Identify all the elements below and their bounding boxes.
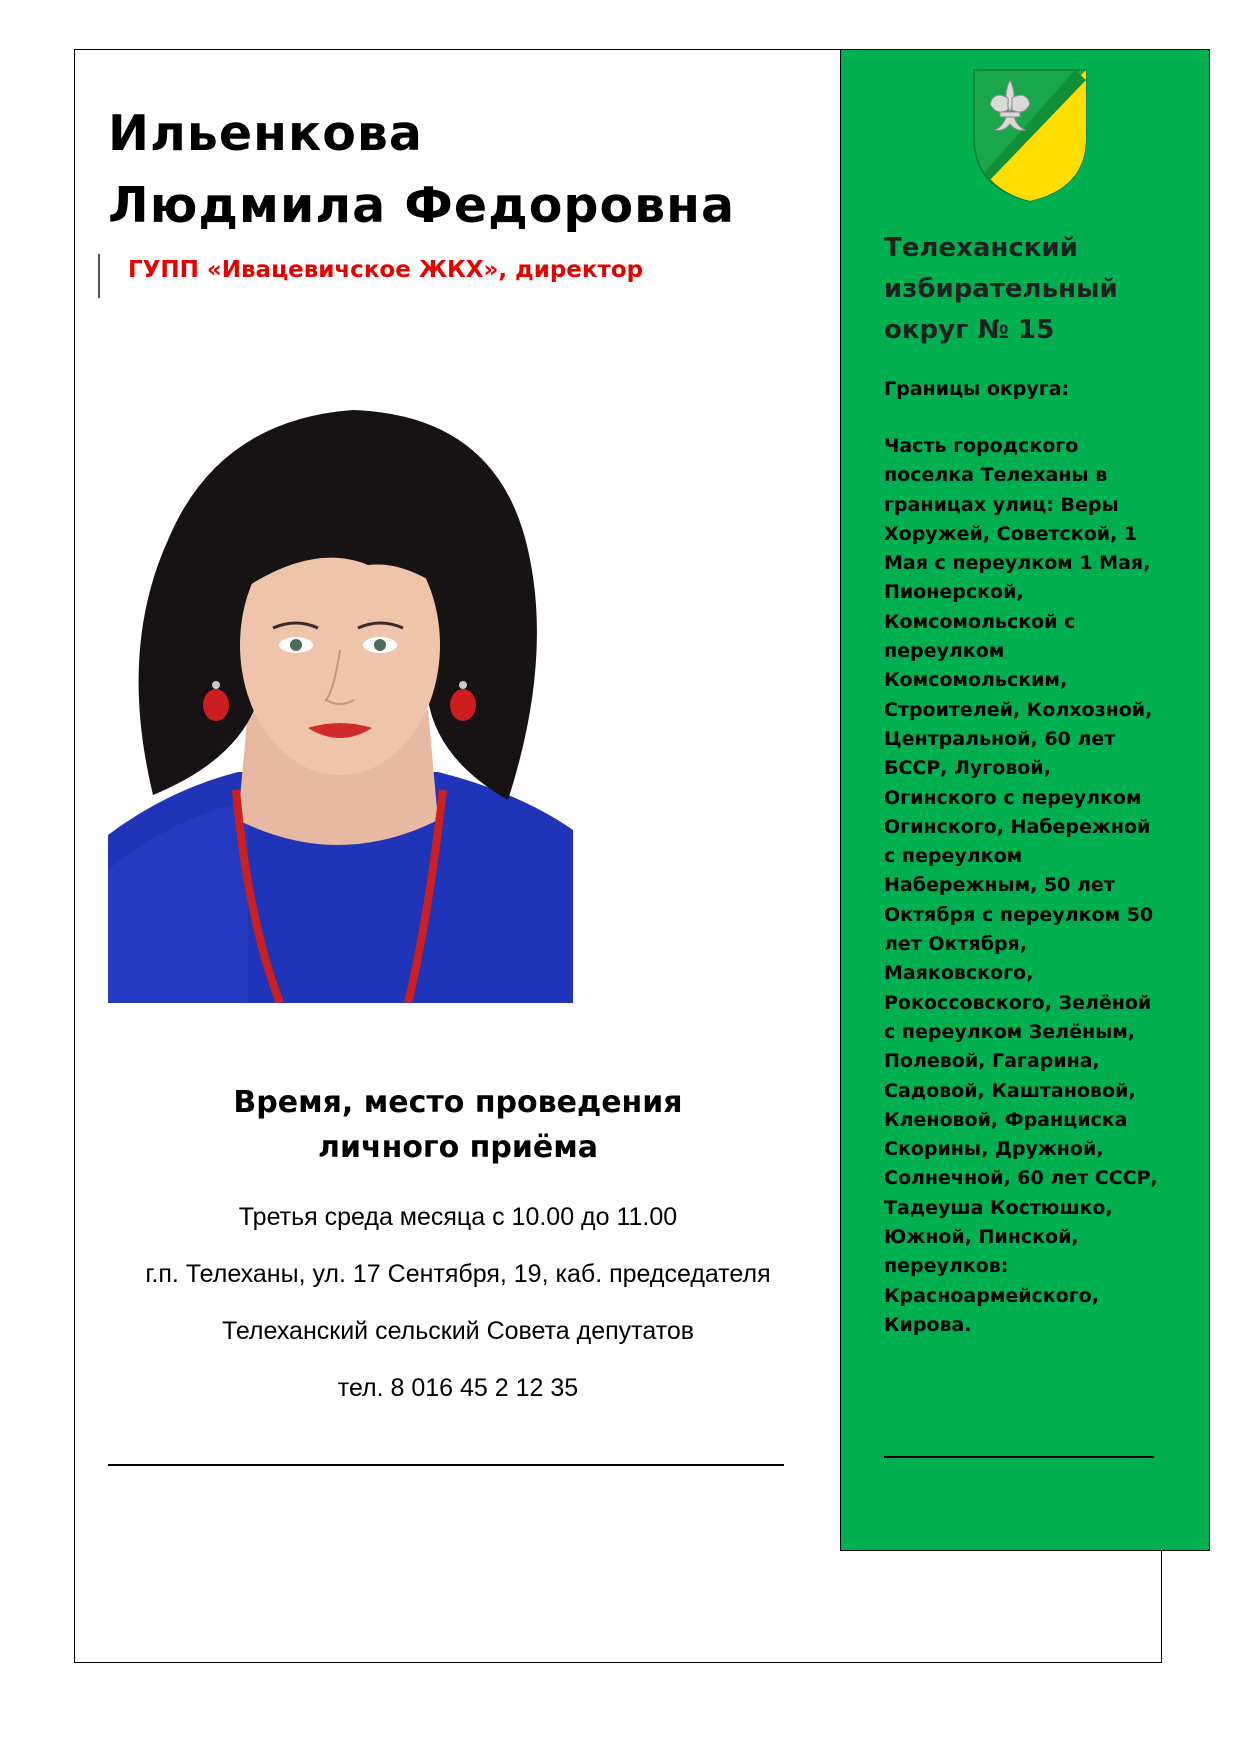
district-title [884, 228, 1184, 351]
reception-title-line2: личного приёма [318, 1130, 598, 1165]
bounds-text: Часть городского поселка Телеханы в границах улиц: Веры Хоружей, Советской, 1 Мая с переулком 1 Мая, Пионерской, Комсомольской с переулком Комсомольским, Строителей, Колхозной, Центральной, 60 лет БССР, Луговой, Огинского с переулком Огинского, Набережной с переулком Набережным, 50 лет Октября с переулком 50 лет Октября, Маяковского, Рокоссовского, Зелёной с переулком Зелёным, Полевой, Гагарина, Садовой, Каштановой, Кленовой, Франциска Скорины, Дружной, Солнечной, 60 лет СССР, Тадеуша Костюшко, Южной, Пинской, переулков: Красноармейского, Кирова. [884, 435, 1158, 1336]
candidate-position: ГУПП «Ивацевичское ЖКХ», директор [128, 257, 644, 283]
candidate-photo [108, 400, 573, 1003]
bounds-heading: Границы округа: [884, 378, 1070, 400]
separator-line [108, 1464, 784, 1466]
fleur-de-lis-shield-icon [972, 68, 1088, 203]
sidebar-separator-line [884, 1456, 1154, 1458]
reception-time: Третья среда месяца с 10.00 до 11.00 [238, 1203, 678, 1231]
candidate-name [108, 98, 735, 242]
reception-phone: тел. 8 016 45 2 12 35 [337, 1374, 579, 1402]
district-line3: округ № 15 [884, 315, 1055, 345]
reception-organization: Телеханский сельский Совета депутатов [221, 1317, 695, 1345]
district-line1: Телеханский [884, 233, 1078, 263]
candidate-surname: Ильенкова [108, 105, 423, 162]
candidate-given-names: Людмила Федоровна [108, 177, 736, 234]
reception-address: г.п. Телеханы, ул. 17 Сентября, 19, каб. председателя [145, 1260, 771, 1288]
reception-title [108, 1080, 808, 1170]
reception-title-line1: Время, место проведения [233, 1085, 683, 1120]
position-accent-bar [98, 254, 100, 298]
district-line2: избирательный [884, 274, 1118, 304]
